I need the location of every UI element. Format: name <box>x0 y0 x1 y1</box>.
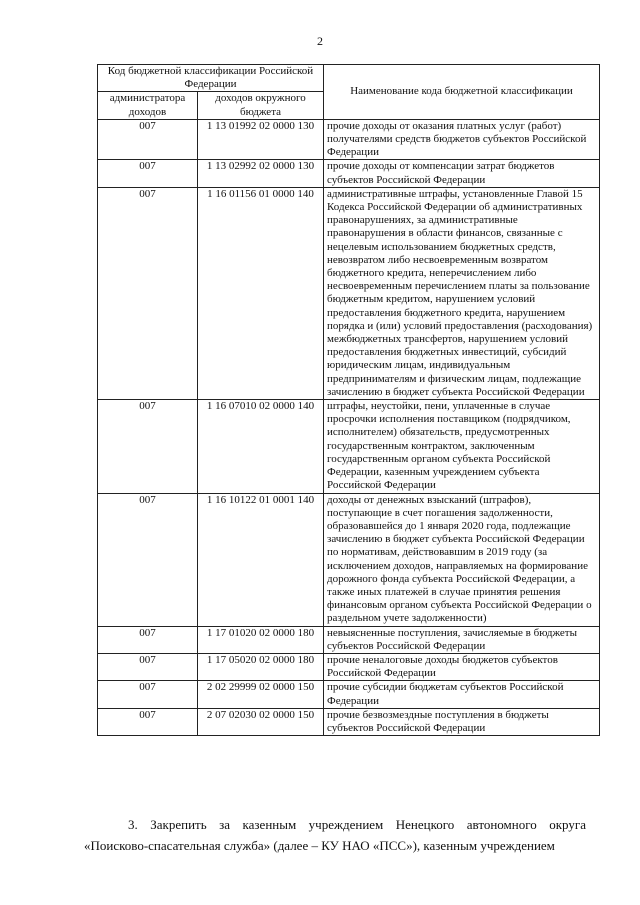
code-name-cell: административные штрафы, установленные Главой 15 Кодекса Российской Федерации об административных правонарушениях, за административные правонарушения в области финансов, связанные с нецелевым использованием бюджетных средств, невозвратом либо несвоевременным возвратом бюджетного кредита, неперечислением либо несвоевременным перечислением платы за пользование бюджетным кредитом, нарушением условий предоставления бюджетного кредита, нарушением порядка и (или) условий предоставления (расходования) межбюджетных трансфертов, нарушением условий предоставления бюджетных инвестиций, субсидий юридическим лицам, индивидуальным предпринимателям и физическим лицам, подлежащие зачислению в бюджет субъекта Российской Федерации <box>324 187 600 399</box>
admin-code-cell: 007 <box>98 493 198 626</box>
table-row <box>98 681 600 708</box>
table-row <box>98 160 600 187</box>
code-name-cell: прочие неналоговые доходы бюджетов субъектов Российской Федерации <box>324 653 600 680</box>
revenue-code-cell: 1 16 10122 01 0001 140 <box>198 493 324 626</box>
revenue-code-cell: 1 13 01992 02 0000 130 <box>198 119 324 160</box>
paragraph-item-3: 3. Закрепить за казенным учреждением Ненецкого автономного округа «Поисково-спасательная служба» (далее – КУ НАО «ПСС»), казенным учреждением <box>84 817 586 853</box>
admin-code-cell: 007 <box>98 187 198 399</box>
header-name: Наименование кода бюджетной классификации <box>324 65 600 120</box>
budget-classification-table <box>97 64 600 736</box>
table-row <box>98 653 600 680</box>
revenue-code-cell: 1 17 01020 02 0000 180 <box>198 626 324 653</box>
header-revenue: доходов окружного бюджета <box>198 92 324 119</box>
code-name-cell: доходы от денежных взысканий (штрафов), поступающие в счет погашения задолженности, образовавшейся до 1 января 2020 года, подлежащие зачислению в бюджет субъекта Российской Федерации по нормативам, действовавшим в 2019 году (за исключением доходов, направляемых на формирование дорожного фонда субъекта Российской Федерации, а также иных платежей в случае принятия решения финансовым органом субъекта Российской Федерации о раздельном учете задолженности) <box>324 493 600 626</box>
header-administrator: администратора доходов <box>98 92 198 119</box>
code-name-cell: невыясненные поступления, зачисляемые в бюджеты субъектов Российской Федерации <box>324 626 600 653</box>
table-row <box>98 400 600 493</box>
admin-code-cell: 007 <box>98 626 198 653</box>
code-name-cell: прочие доходы от оказания платных услуг (работ) получателями средств бюджетов субъектов Российской Федерации <box>324 119 600 160</box>
page-number: 2 <box>317 34 323 48</box>
revenue-code-cell: 1 17 05020 02 0000 180 <box>198 653 324 680</box>
revenue-code-cell: 1 16 07010 02 0000 140 <box>198 400 324 493</box>
admin-code-cell: 007 <box>98 708 198 735</box>
revenue-code-cell: 1 16 01156 01 0000 140 <box>198 187 324 399</box>
admin-code-cell: 007 <box>98 653 198 680</box>
table-row <box>98 626 600 653</box>
header-code-group: Код бюджетной классификации Российской Федерации <box>98 65 324 92</box>
table-row <box>98 708 600 735</box>
admin-code-cell: 007 <box>98 681 198 708</box>
admin-code-cell: 007 <box>98 119 198 160</box>
code-name-cell: прочие субсидии бюджетам субъектов Российской Федерации <box>324 681 600 708</box>
table-header-row <box>98 65 600 92</box>
code-name-cell: прочие доходы от компенсации затрат бюджетов субъектов Российской Федерации <box>324 160 600 187</box>
table-row <box>98 119 600 160</box>
revenue-code-cell: 1 13 02992 02 0000 130 <box>198 160 324 187</box>
revenue-code-cell: 2 07 02030 02 0000 150 <box>198 708 324 735</box>
table-row <box>98 493 600 626</box>
code-name-cell: прочие безвозмездные поступления в бюджеты субъектов Российской Федерации <box>324 708 600 735</box>
admin-code-cell: 007 <box>98 160 198 187</box>
admin-code-cell: 007 <box>98 400 198 493</box>
code-name-cell: штрафы, неустойки, пени, уплаченные в случае просрочки исполнения поставщиком (подрядчиком, исполнителем) обязательств, предусмотренных государственным контрактом, заключенным государственным органом субъекта Российской Федерации, казенным учреждением субъекта Российской Федерации <box>324 400 600 493</box>
revenue-code-cell: 2 02 29999 02 0000 150 <box>198 681 324 708</box>
table-row <box>98 187 600 399</box>
